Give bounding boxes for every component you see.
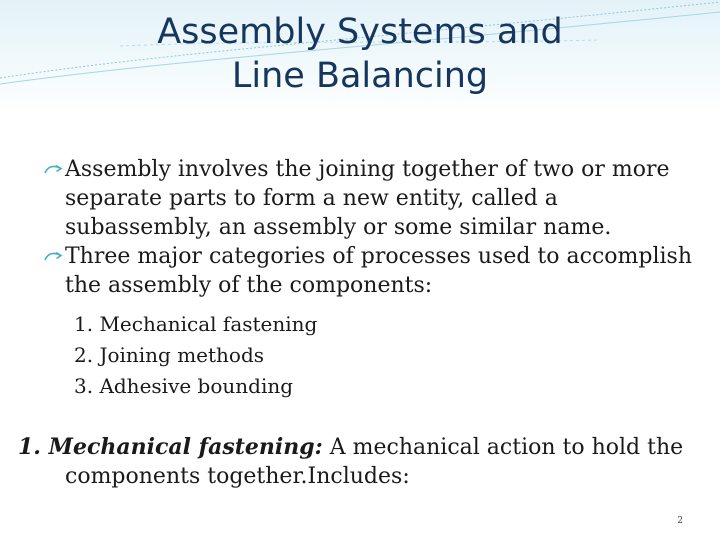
bullet-process-categories (44, 242, 694, 300)
curved-arrow-icon (44, 251, 63, 262)
list-item: 3. Adhesive bounding (74, 374, 294, 398)
title-line-1: Assembly Systems and (157, 12, 563, 52)
bullet-assembly-definition (44, 155, 694, 242)
bullet-text: Three major categories of processes used to accomplish the assembly of the components: (65, 244, 692, 298)
slide-number: 2 (677, 516, 683, 526)
list-item: 1. Mechanical fastening (74, 312, 318, 336)
note-text: A mechanical action to hold the components together.Includes: (65, 435, 684, 489)
slide-title (0, 10, 720, 98)
curved-arrow-icon (44, 164, 63, 175)
bullet-text: Assembly involves the joining together of two or more separate parts to form a new entity, called a subassembly, an assembly or some similar name. (65, 157, 670, 240)
list-item: 2. Joining methods (74, 343, 265, 367)
slide-body (44, 155, 694, 402)
category-list (74, 309, 694, 402)
note-term: 1. Mechanical fastening: (18, 434, 323, 460)
title-line-2: Line Balancing (231, 56, 489, 96)
mechanical-fastening-note (18, 433, 720, 491)
